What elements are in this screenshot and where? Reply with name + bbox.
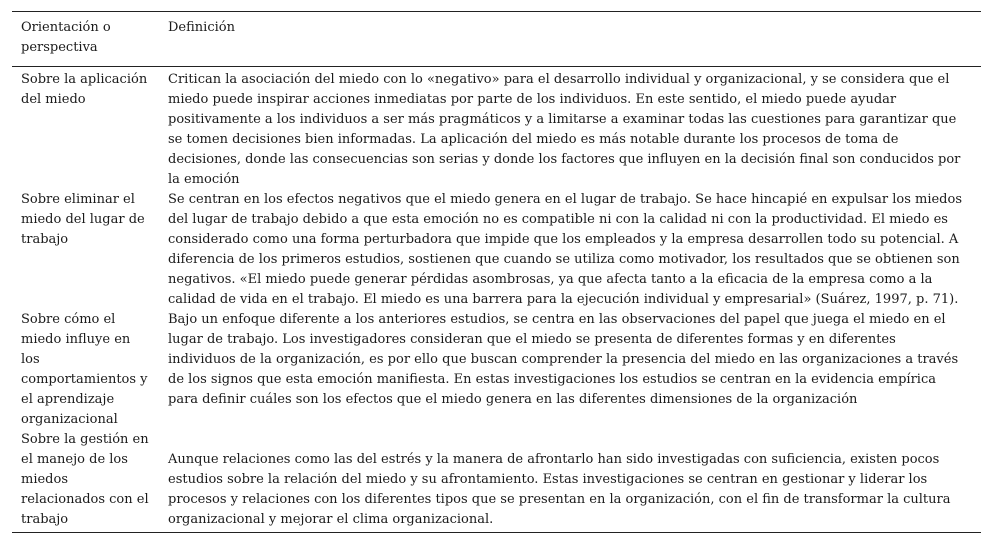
table-row bbox=[12, 67, 981, 191]
table-row bbox=[12, 310, 981, 430]
header-definition: Definición bbox=[160, 12, 981, 67]
row-orientation-cell: Sobre eliminar el miedo del lugar de trabajo bbox=[21, 192, 145, 247]
row-orientation-cell: Sobre la gestión en el manejo de los miedos relacionados con el trabajo bbox=[21, 432, 149, 527]
definitions-table-wrapper bbox=[12, 11, 981, 533]
table-row bbox=[12, 190, 981, 310]
row-definition-cell: Se centran en los efectos negativos que el miedo genera en el lugar de trabajo. Se hace hincapié en expulsar los miedos del lugar de trabajo debido a que esta emoción no es compatible ni con la calidad ni con la productividad. El miedo es considerado como una forma perturbadora que impide que los empleados y la empresa desarrollen todo su potencial. A diferencia de los primeros estudios, sostienen que cuando se utiliza como motivador, los resultados que se obtienen son negativos. «El miedo puede generar pérdidas asombrosas, ya que afecta tanto a la eficacia de la empresa como a la calidad de vida en el trabajo. El miedo es una barrera para la ejecución individual y empresarial» (Suárez, 1997, p. 71). bbox=[168, 192, 962, 307]
row-orientation-cell: Sobre la aplicación del miedo bbox=[21, 72, 148, 107]
definitions-table bbox=[12, 12, 981, 532]
header-row bbox=[12, 12, 981, 67]
row-definition-cell: Aunque relaciones como las del estrés y la manera de afrontarlo han sido investigadas con suficiencia, existen pocos estudios sobre la relación del miedo y su afrontamiento. Estas investigaciones se centran en gestionar y liderar los procesos y relaciones con los diferentes tipos que se presentan en la organización, con el fin de transformar la cultura organizacional y mejorar el clima organizacional. bbox=[168, 452, 951, 527]
table-body bbox=[12, 67, 981, 533]
row-definition-cell: Critican la asociación del miedo con lo «negativo» para el desarrollo individual y organizacional, y se considera que el miedo puede inspirar acciones inmediatas por parte de los individuos. En este sentido, el miedo puede ayudar positivamente a los individuos a ser más pragmáticos y a limitarse a examinar todas las cuestiones para garantizar que se tomen decisiones bien informadas. La aplicación del miedo es más notable durante los procesos de toma de decisiones, donde las consecuencias son serias y donde los factores que influyen en la decisión final son conducidos por la emoción bbox=[168, 72, 961, 187]
row-orientation-cell: Sobre cómo el miedo influye en los comportamientos y el aprendizaje organizacional bbox=[21, 312, 148, 427]
table-header bbox=[12, 12, 981, 67]
table-row bbox=[12, 430, 981, 532]
header-orientation: Orientación o perspectiva bbox=[12, 12, 160, 67]
row-definition-cell: Bajo un enfoque diferente a los anteriores estudios, se centra en las observaciones del papel que juega el miedo en el lugar de trabajo. Los investigadores consideran que el miedo se presenta de diferentes formas y en diferentes individuos de la organización, es por ello que buscan comprender la presencia del miedo en las organizaciones a través de los signos que esta emoción manifiesta. En estas investigaciones los estudios se centran en la evidencia empírica para definir cuáles son los efectos que el miedo genera en las diferentes dimensiones de la organización bbox=[168, 312, 959, 407]
